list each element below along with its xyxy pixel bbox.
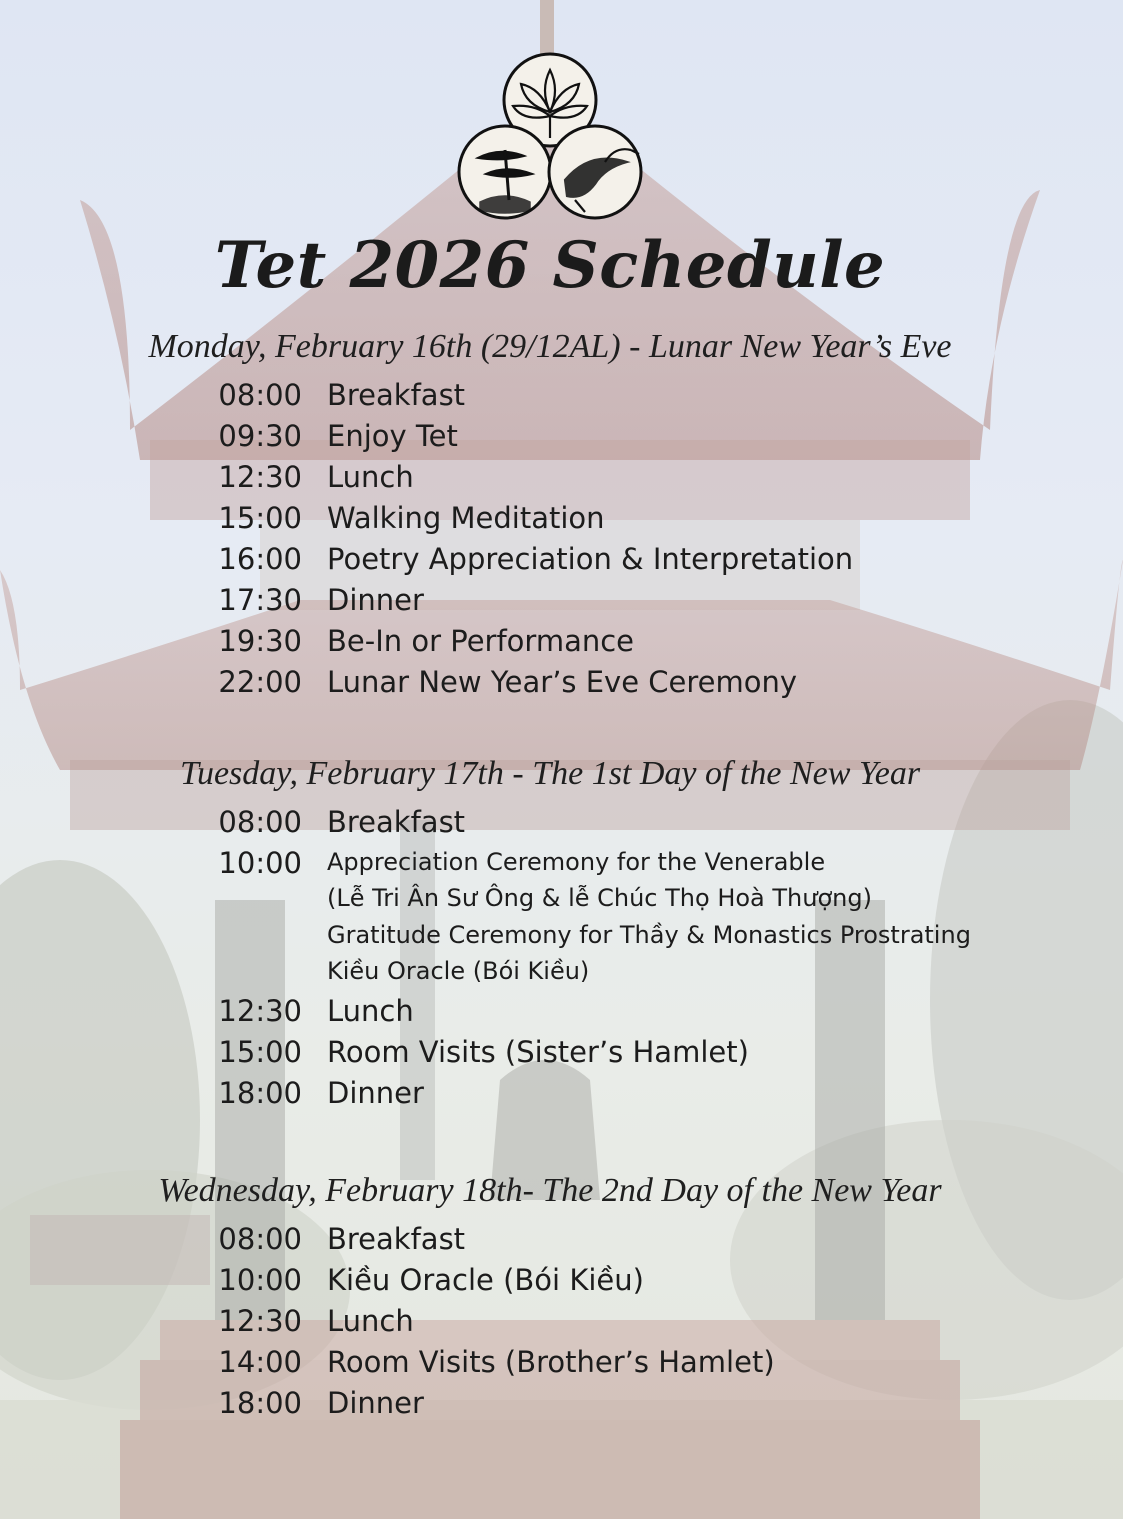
event-label: Breakfast [327, 378, 466, 412]
schedule-row [0, 542, 1123, 582]
schedule-row [0, 1076, 1123, 1116]
event-time: 12:30 [218, 994, 302, 1028]
event-time: 12:30 [218, 1304, 302, 1338]
event-label: Poetry Appreciation & Interpretation [327, 542, 854, 576]
event-label: Lunch [327, 1304, 414, 1338]
event-label: Dinner [327, 1386, 424, 1420]
event-label: Lunch [327, 460, 414, 494]
event-label: Lunch [327, 994, 414, 1028]
schedule-row [0, 1304, 1123, 1344]
schedule-row [0, 378, 1123, 418]
event-time: 10:00 [218, 1263, 302, 1297]
day-heading-tuesday: Tuesday, February 17th - The 1st Day of the New Year [179, 755, 921, 792]
event-time: 10:00 [218, 846, 302, 880]
lotus-pine-crane-emblem-icon [455, 50, 645, 222]
event-time: 22:00 [218, 665, 302, 699]
schedule-row [0, 846, 1123, 996]
schedule-row [0, 1035, 1123, 1075]
event-time: 15:00 [218, 1035, 302, 1069]
schedule-row [0, 994, 1123, 1034]
event-label: Enjoy Tet [327, 419, 458, 453]
event-label: Lunar New Year’s Eve Ceremony [327, 665, 798, 699]
schedule-row [0, 1345, 1123, 1385]
schedule-row [0, 501, 1123, 541]
schedule-row [0, 805, 1123, 845]
event-label: Dinner [327, 583, 424, 617]
event-time: 19:30 [218, 624, 302, 658]
event-time: 15:00 [218, 501, 302, 535]
event-label-line: Kiều Oracle (Bói Kiều) [327, 957, 590, 985]
event-time: 16:00 [218, 542, 302, 576]
event-time: 08:00 [218, 378, 302, 412]
event-time: 18:00 [218, 1386, 302, 1420]
schedule-row [0, 419, 1123, 459]
event-time: 17:30 [218, 583, 302, 617]
schedule-row [0, 624, 1123, 664]
schedule-row [0, 1386, 1123, 1426]
event-label: Breakfast [327, 805, 466, 839]
event-label: Be-In or Performance [327, 624, 635, 658]
day-heading-wednesday: Wednesday, February 18th- The 2nd Day of the New Year [158, 1172, 942, 1209]
event-label: Room Visits (Sister’s Hamlet) [327, 1035, 749, 1069]
event-label: Walking Meditation [327, 501, 605, 535]
schedule-row [0, 665, 1123, 705]
event-label-line: Gratitude Ceremony for Thầy & Monastics Prostrating [327, 921, 971, 949]
schedule-row [0, 1222, 1123, 1262]
event-time: 08:00 [218, 1222, 302, 1256]
event-label: Dinner [327, 1076, 424, 1110]
schedule-row [0, 583, 1123, 623]
schedule-row [0, 1263, 1123, 1303]
day-heading-monday: Monday, February 16th (29/12AL) - Lunar New Year’s Eve [148, 328, 952, 365]
event-label: Room Visits (Brother’s Hamlet) [327, 1345, 775, 1379]
event-label: Kiều Oracle (Bói Kiều) [327, 1263, 644, 1297]
event-time: 08:00 [218, 805, 302, 839]
event-time: 09:30 [218, 419, 302, 453]
event-time: 18:00 [218, 1076, 302, 1110]
event-label: Breakfast [327, 1222, 466, 1256]
event-label-line: Appreciation Ceremony for the Venerable [327, 848, 826, 876]
schedule-row [0, 460, 1123, 500]
event-label-line: (Lễ Tri Ân Sư Ông & lễ Chúc Thọ Hoà Thượng) [327, 884, 872, 912]
page-title: Tet 2026 Schedule [214, 228, 886, 303]
event-time: 12:30 [218, 460, 302, 494]
event-time: 14:00 [218, 1345, 302, 1379]
